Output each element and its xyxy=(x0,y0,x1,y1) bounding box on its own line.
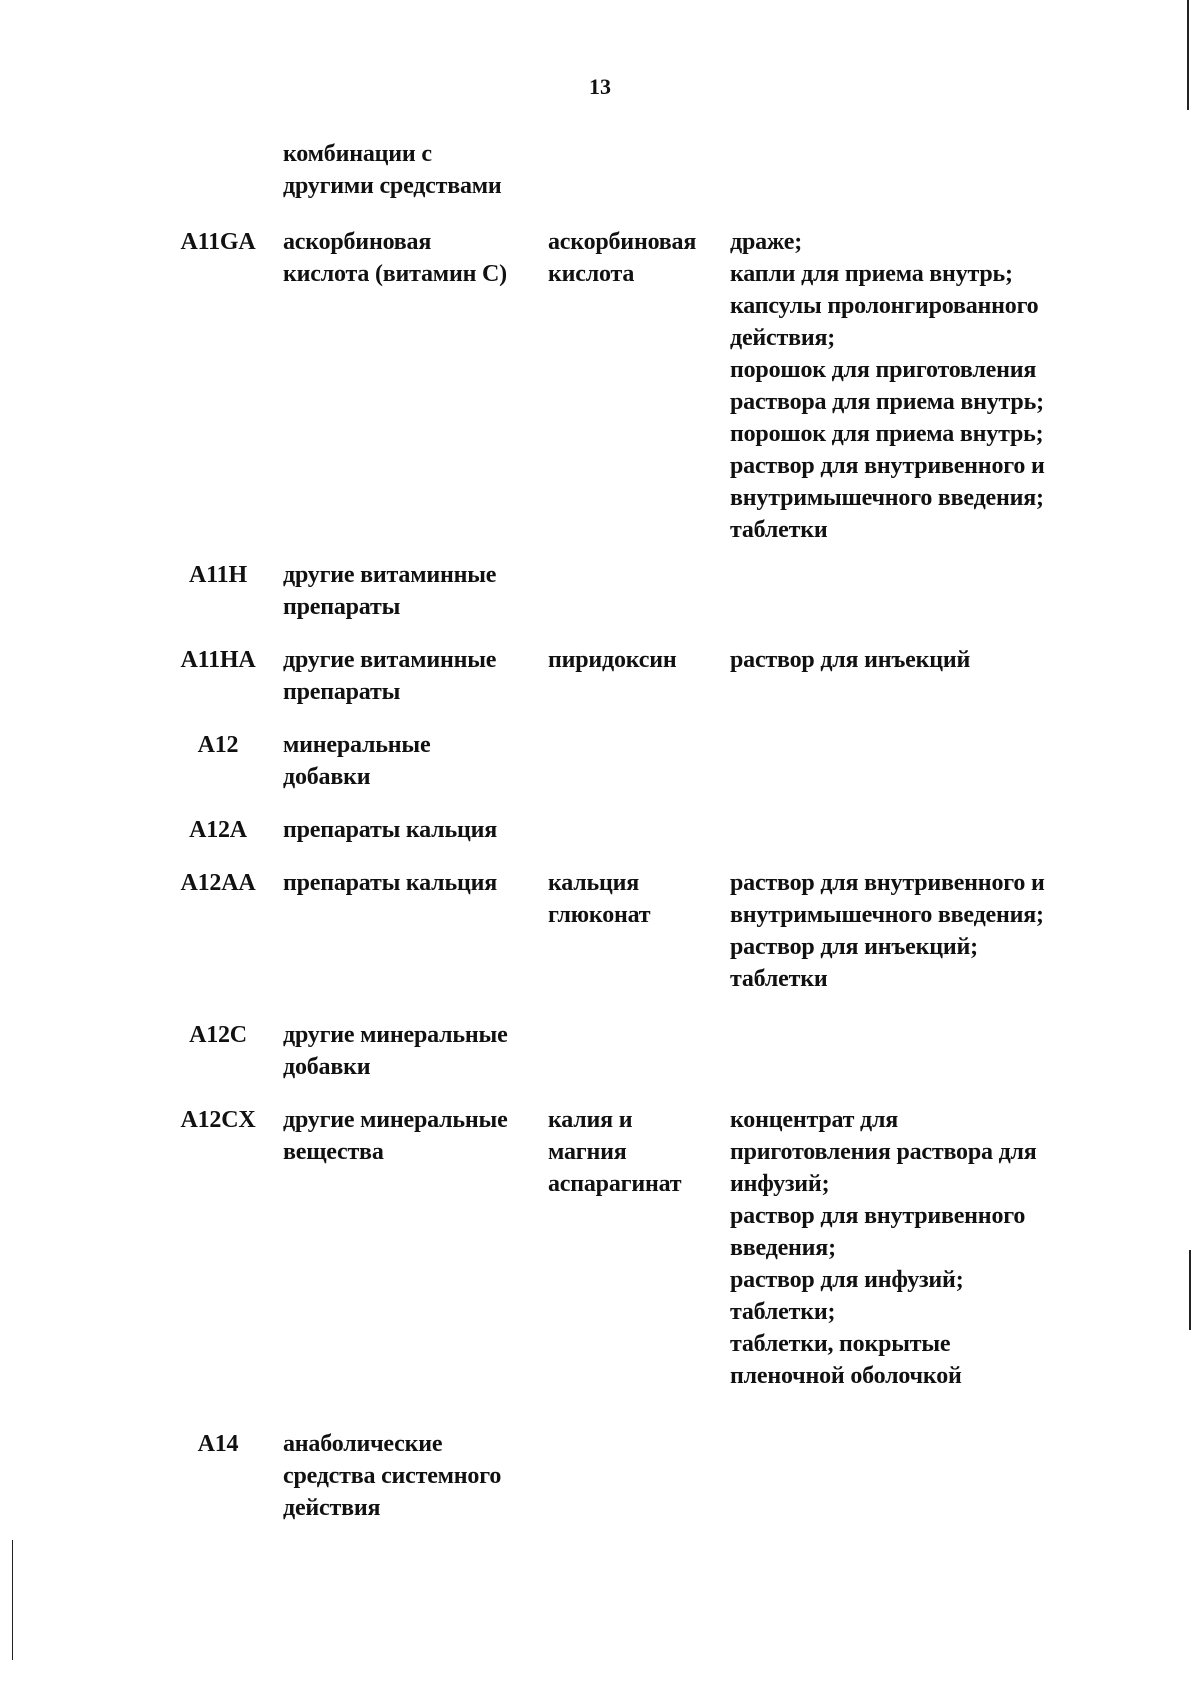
group-name-line: препараты кальция xyxy=(283,870,497,896)
dosage-forms xyxy=(730,226,1100,546)
scan-right-edge xyxy=(1187,0,1189,110)
atc-code: A12AA xyxy=(180,870,256,896)
group-name-line: другие витаминные xyxy=(283,562,497,588)
scan-left-edge xyxy=(12,1540,13,1660)
group-name-line: препараты xyxy=(283,679,401,705)
group-name-line: минеральные xyxy=(283,732,431,758)
group-name xyxy=(283,138,548,202)
drug-name-line: пиридоксин xyxy=(548,647,677,673)
atc-code: A14 xyxy=(197,1431,239,1457)
group-name xyxy=(283,814,548,846)
dosage-form-line: действия; xyxy=(730,325,836,351)
dosage-forms xyxy=(730,644,1100,676)
group-name-line: другими средствами xyxy=(283,173,502,199)
drug-name-line: аспарагинат xyxy=(548,1171,682,1197)
group-name-line: комбинации с xyxy=(283,141,432,167)
atc-code: A11HA xyxy=(180,647,256,673)
dosage-form-line: раствор для внутривенного xyxy=(730,1203,1026,1229)
dosage-form-line: таблетки; xyxy=(730,1299,836,1325)
group-name xyxy=(283,1019,548,1083)
group-name-line: вещества xyxy=(283,1139,384,1165)
dosage-forms xyxy=(730,867,1100,995)
dosage-form-line: раствора для приема внутрь; xyxy=(730,389,1044,415)
group-name xyxy=(283,1104,548,1168)
atc-code: A12 xyxy=(197,732,239,758)
group-name xyxy=(283,1428,548,1524)
scan-right-edge xyxy=(1189,1250,1191,1330)
dosage-form-line: раствор для внутривенного и xyxy=(730,453,1045,479)
drug-name-line: кальция xyxy=(548,870,640,896)
dosage-form-line: раствор для инъекций; xyxy=(730,934,978,960)
group-name-line: действия xyxy=(283,1495,381,1521)
drug-name-line: кислота xyxy=(548,261,635,287)
group-name xyxy=(283,226,548,290)
drug-name-line: аскорбиновая xyxy=(548,229,697,255)
dosage-form-line: приготовления раствора для xyxy=(730,1139,1037,1165)
group-name-line: аскорбиновая xyxy=(283,229,432,255)
dosage-form-line: порошок для приготовления xyxy=(730,357,1037,383)
dosage-form-line: капсулы пролонгированного xyxy=(730,293,1039,319)
group-name xyxy=(283,867,548,899)
drug-name-line: глюконат xyxy=(548,902,651,928)
dosage-form-line: капли для приема внутрь; xyxy=(730,261,1013,287)
drug-name xyxy=(548,1104,723,1200)
atc-code: A11GA xyxy=(180,229,256,255)
group-name xyxy=(283,729,548,793)
drug-name xyxy=(548,644,723,676)
group-name-line: препараты кальция xyxy=(283,817,497,843)
group-name-line: другие минеральные xyxy=(283,1022,508,1048)
group-name-line: добавки xyxy=(283,764,371,790)
dosage-form-line: таблетки, покрытые xyxy=(730,1331,951,1357)
dosage-form-line: раствор для инфузий; xyxy=(730,1267,964,1293)
dosage-form-line: таблетки xyxy=(730,966,828,992)
atc-code: A12C xyxy=(189,1022,247,1048)
atc-code: A11H xyxy=(189,562,247,588)
group-name-line: препараты xyxy=(283,594,401,620)
group-name-line: другие минеральные xyxy=(283,1107,508,1133)
dosage-form-line: внутримышечного введения; xyxy=(730,902,1044,928)
group-name-line: средства системного xyxy=(283,1463,502,1489)
drug-name xyxy=(548,867,723,931)
drug-name-line: магния xyxy=(548,1139,627,1165)
group-name-line: добавки xyxy=(283,1054,371,1080)
group-name xyxy=(283,644,548,708)
atc-code: A12CX xyxy=(180,1107,256,1133)
drug-name xyxy=(548,226,723,290)
dosage-form-line: порошок для приема внутрь; xyxy=(730,421,1044,447)
dosage-form-line: драже; xyxy=(730,229,803,255)
dosage-forms xyxy=(730,1104,1100,1392)
drug-name-line: калия и xyxy=(548,1107,633,1133)
atc-code: A12A xyxy=(189,817,247,843)
dosage-form-line: инфузий; xyxy=(730,1171,830,1197)
page-number: 13 xyxy=(589,74,611,99)
dosage-form-line: раствор для внутривенного и xyxy=(730,870,1045,896)
dosage-form-line: раствор для инъекций xyxy=(730,647,971,673)
dosage-form-line: пленочной оболочкой xyxy=(730,1363,962,1389)
dosage-form-line: введения; xyxy=(730,1235,836,1261)
group-name-line: другие витаминные xyxy=(283,647,497,673)
dosage-form-line: таблетки xyxy=(730,517,828,543)
dosage-form-line: концентрат для xyxy=(730,1107,899,1133)
group-name xyxy=(283,559,548,623)
group-name-line: анаболические xyxy=(283,1431,443,1457)
group-name-line: кислота (витамин С) xyxy=(283,261,507,287)
dosage-form-line: внутримышечного введения; xyxy=(730,485,1044,511)
